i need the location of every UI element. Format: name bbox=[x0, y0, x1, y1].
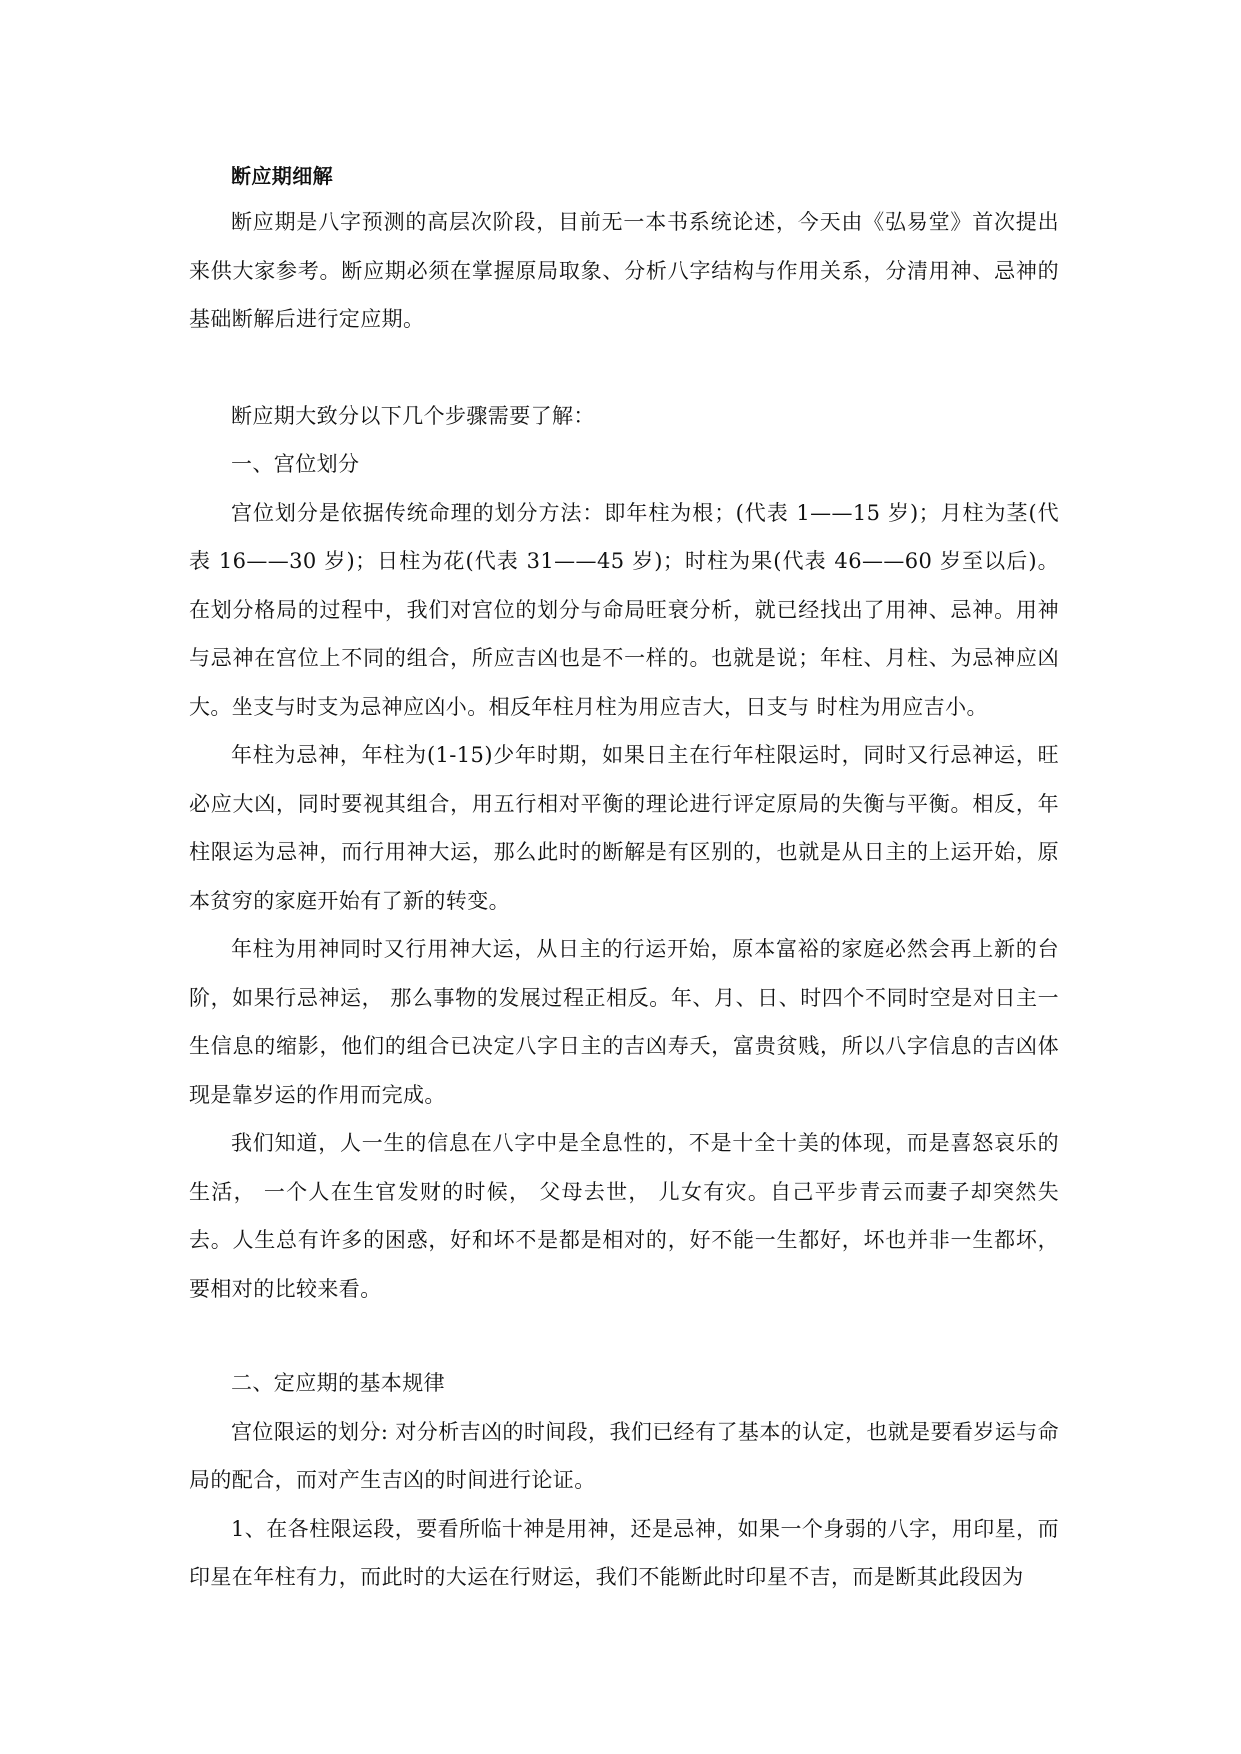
section-1-paragraph-4: 我们知道，人一生的信息在八字中是全息性的，不是十全十美的体现，而是喜怒哀乐的生活， 一个人在生官发财的时候， 父母去世， 儿女有灾。自己平步青云而妻子却突然失去。人生总有许多的困惑，好和坏不是都是相对的，好不能一生都好，坏也并非一生都坏，要相对的比较来看。 bbox=[189, 1131, 1059, 1301]
section-1-paragraph-3: 年柱为用神同时又行用神大运，从日主的行运开始，原本富裕的家庭必然会再上新的台阶，如果行忌神运， 那么事物的发展过程正相反。年、月、日、时四个不同时空是对日主一生信息的缩影，他们的组合已决定八字日主的吉凶寿夭，富贵贫贱，所以八字信息的吉凶体现是靠岁运的作用而完成。 bbox=[189, 937, 1059, 1107]
document-title: 断应期细解 bbox=[231, 164, 333, 188]
steps-intro-paragraph: 断应期大致分以下几个步骤需要了解： bbox=[231, 403, 595, 428]
document-body bbox=[189, 160, 1059, 1602]
section-2-paragraph-1: 宫位限运的划分: 对分析吉凶的时间段，我们已经有了基本的认定，也就是要看岁运与命局的配合，而对产生吉凶的时间进行论证。 bbox=[189, 1419, 1059, 1492]
spacer bbox=[189, 344, 1059, 392]
spacer bbox=[189, 1313, 1059, 1359]
section-1-paragraph-1: 宫位划分是依据传统命理的划分方法：即年柱为根；(代表 1——15 岁)；月柱为茎(代表 16——30 岁)；日柱为花(代表 31——45 岁)；时柱为果(代表 46——60 岁至以后)。在划分格局的过程中，我们对宫位的划分与命局旺衰分析，就已经找出了用神、忌神。用神与忌神在宫位上不同的组合，所应吉凶也是不一样的。也就是说；年柱、月柱、为忌神应凶大。坐支与时支为忌神应凶小。相反年柱月柱为用应吉大，日支与 时柱为用应吉小。 bbox=[189, 500, 1059, 719]
section-1-paragraph-2: 年柱为忌神，年柱为(1-15)少年时期，如果日主在行年柱限运时，同时又行忌神运，旺必应大凶，同时要视其组合，用五行相对平衡的理论进行评定原局的失衡与平衡。相反，年柱限运为忌神，而行用神大运，那么此时的断解是有区别的，也就是从日主的上运开始，原本贫穷的家庭开始有了新的转变。 bbox=[189, 743, 1059, 913]
section-2-heading: 二、定应期的基本规律 bbox=[231, 1371, 445, 1395]
section-2-paragraph-2: 1、在各柱限运段，要看所临十神是用神，还是忌神，如果一个身弱的八字，用印星，而印星在年柱有力，而此时的大运在行财运，我们不能断此时印星不吉，而是断其此段因为 bbox=[189, 1516, 1059, 1589]
intro-paragraph: 断应期是八字预测的高层次阶段，目前无一本书系统论述，今天由《弘易堂》首次提出来供大家参考。断应期必须在掌握原局取象、分析八字结构与作用关系，分清用神、忌神的基础断解后进行定应期。 bbox=[189, 210, 1059, 331]
section-1-heading: 一、宫位划分 bbox=[231, 452, 360, 476]
